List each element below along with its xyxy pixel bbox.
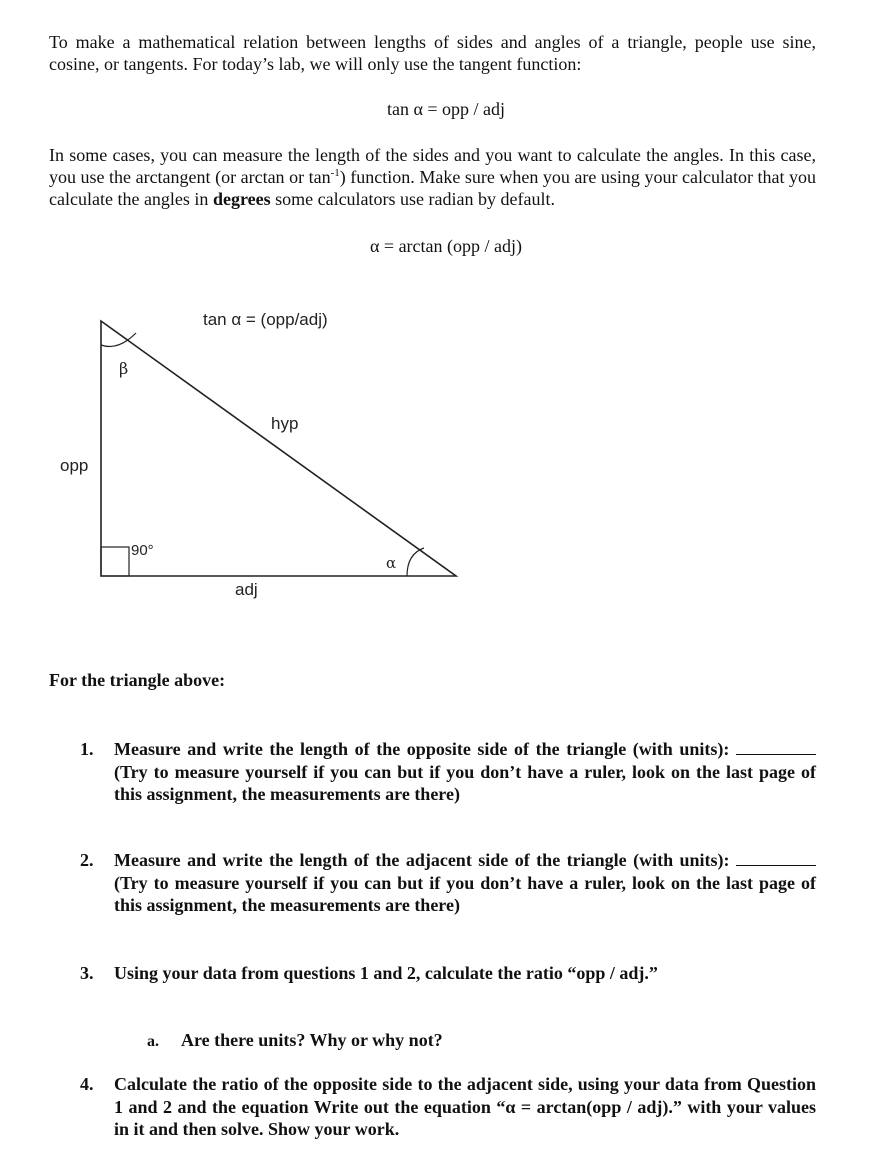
question-text: Calculate the ratio of the opposite side to the adjacent side, using your data from Question 1 and 2 and the equation Write out the equation “α = arctan(opp / adj).” with your values in it and then solve. Show your work. xyxy=(114,1074,816,1139)
question-number: 1. xyxy=(80,739,94,759)
adj-label: adj xyxy=(235,580,258,599)
subquestion-text: Are there units? Why or why not? xyxy=(181,1030,443,1050)
intro-p2-text-c: some calculators use radian by default. xyxy=(270,189,555,209)
question-3 xyxy=(80,962,816,985)
question-text: Measure and write the length of the opposite side of the triangle (with units): xyxy=(114,739,736,759)
tangent-formula: tan α = opp / adj xyxy=(386,99,506,119)
subquestion-a xyxy=(147,1030,443,1051)
question-1 xyxy=(80,738,816,806)
question-2 xyxy=(80,849,816,917)
hyp-label: hyp xyxy=(271,414,299,433)
degrees-emphasis: degrees xyxy=(212,189,271,209)
answer-blank[interactable] xyxy=(736,850,816,866)
section-heading: For the triangle above: xyxy=(49,670,226,690)
right-angle-marker xyxy=(101,547,129,576)
question-text: Measure and write the length of the adjacent side of the triangle (with units): xyxy=(114,850,736,870)
intro-p2-text-b: ) function. Make sure when you are using your calculator that you calculate the angles in xyxy=(49,167,817,209)
intro-paragraph-1: To make a mathematical relation between lengths of sides and angles of a triangle, people use sine, cosine, or tangents. For today’s lab, we will only use the tangent function: xyxy=(49,32,816,74)
alpha-angle-arc xyxy=(407,548,424,576)
diagram-title: tan α = (opp/adj) xyxy=(203,310,328,329)
intro-p2-text-a: In some cases, you can measure the length of the sides and you want to calculate the angles. In this case, you use the arctangent (or arctan or tan xyxy=(49,145,816,187)
question-number: 3. xyxy=(80,963,94,983)
beta-label: β xyxy=(119,359,129,378)
subquestion-letter: a. xyxy=(147,1033,159,1050)
answer-blank[interactable] xyxy=(736,739,816,755)
inverse-superscript: -1 xyxy=(330,167,340,179)
opp-label: opp xyxy=(60,456,89,475)
question-text: Using your data from questions 1 and 2, calculate the ratio “opp / adj.” xyxy=(114,963,658,983)
beta-angle-arc xyxy=(101,333,136,347)
question-text-continued: (Try to measure yourself if you can but if you don’t have a ruler, look on the last page of this assignment, the measurements are there) xyxy=(114,872,816,915)
arctan-formula: α = arctan (opp / adj) xyxy=(369,236,523,256)
question-text-continued: (Try to measure yourself if you can but if you don’t have a ruler, look on the last page of this assignment, the measurements are there) xyxy=(114,761,816,804)
question-number: 4. xyxy=(80,1074,94,1094)
alpha-label: α xyxy=(386,554,397,572)
question-number: 2. xyxy=(80,850,94,870)
right-angle-label: 90° xyxy=(131,542,154,559)
triangle-outline xyxy=(101,321,456,576)
question-4 xyxy=(80,1073,816,1141)
